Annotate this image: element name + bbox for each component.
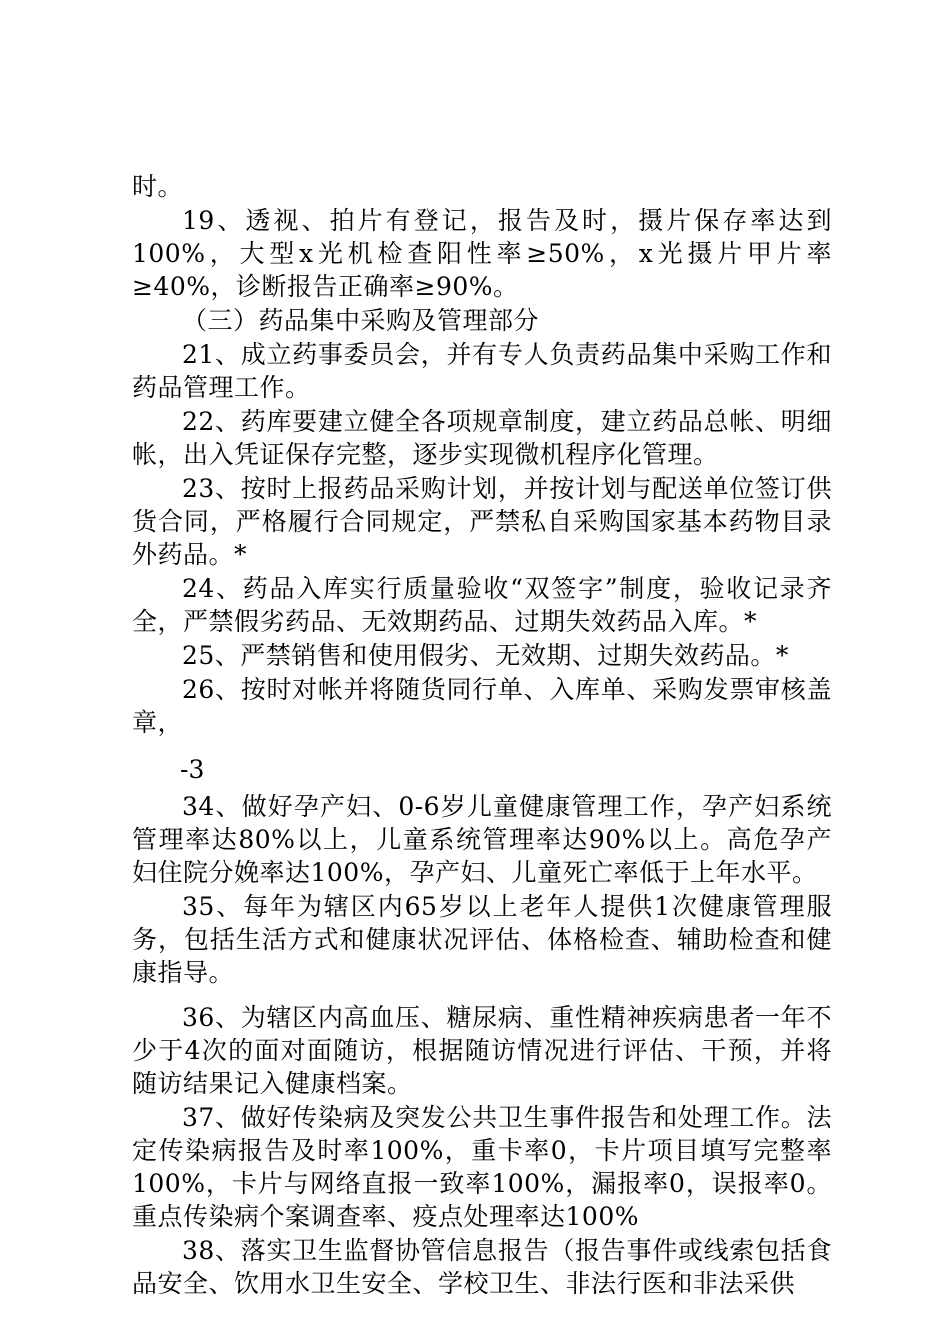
- paragraph-item-23: 23、按时上报药品采购计划，并按计划与配送单位签订供货合同，严格履行合同规定，严禁私自采购国家基本药物目录外药品。*: [132, 474, 832, 569]
- paragraph-item-19: 19、透视、拍片有登记，报告及时，摄片保存率达到100%，大型x光机检查阳性率≥50%，x光摄片甲片率≥40%，诊断报告正确率≥90%。: [132, 206, 832, 301]
- document-page: [132, 170, 832, 1300]
- paragraph-item-34: 34、做好孕产妇、0-6岁儿童健康管理工作，孕产妇系统管理率达80%以上，儿童系统管理率达90%以上。高危孕产妇住院分娩率达100%，孕产妇、儿童死亡率低于上年水平。: [132, 792, 832, 887]
- paragraph-continuation: 时。: [132, 172, 184, 201]
- page-number: -3: [180, 755, 205, 784]
- paragraph-item-38: 38、落实卫生监督协管信息报告（报告事件或线索包括食品安全、饮用水卫生安全、学校卫生、非法行医和非法采供: [132, 1236, 832, 1298]
- paragraph-item-35: 35、每年为辖区内65岁以上老年人提供1次健康管理服务，包括生活方式和健康状况评估、体格检查、辅助检查和健康指导。: [132, 892, 832, 987]
- paragraph-item-26: 26、按时对帐并将随货同行单、入库单、采购发票审核盖章，: [132, 675, 832, 737]
- paragraph-item-25: 25、严禁销售和使用假劣、无效期、过期失效药品。*: [182, 641, 789, 670]
- paragraph-item-21: 21、成立药事委员会，并有专人负责药品集中采购工作和药品管理工作。: [132, 340, 832, 402]
- paragraph-item-36: 36、为辖区内高血压、糖尿病、重性精神疾病患者一年不少于4次的面对面随访，根据随访情况进行评估、干预，并将随访结果记入健康档案。: [132, 1003, 832, 1098]
- paragraph-item-22: 22、药库要建立健全各项规章制度，建立药品总帐、明细帐，出入凭证保存完整，逐步实现微机程序化管理。: [132, 407, 832, 469]
- section-heading-3: （三）药品集中采购及管理部分: [182, 306, 540, 335]
- paragraph-item-37: 37、做好传染病及突发公共卫生事件报告和处理工作。法定传染病报告及时率100%，重卡率0，卡片项目填写完整率100%，卡片与网络直报一致率100%，漏报率0，误报率0。重点传染病个案调查率、疫点处理率达100%: [132, 1103, 832, 1231]
- paragraph-item-24: 24、药品入库实行质量验收“双签字”制度，验收记录齐全，严禁假劣药品、无效期药品、过期失效药品入库。*: [132, 574, 832, 636]
